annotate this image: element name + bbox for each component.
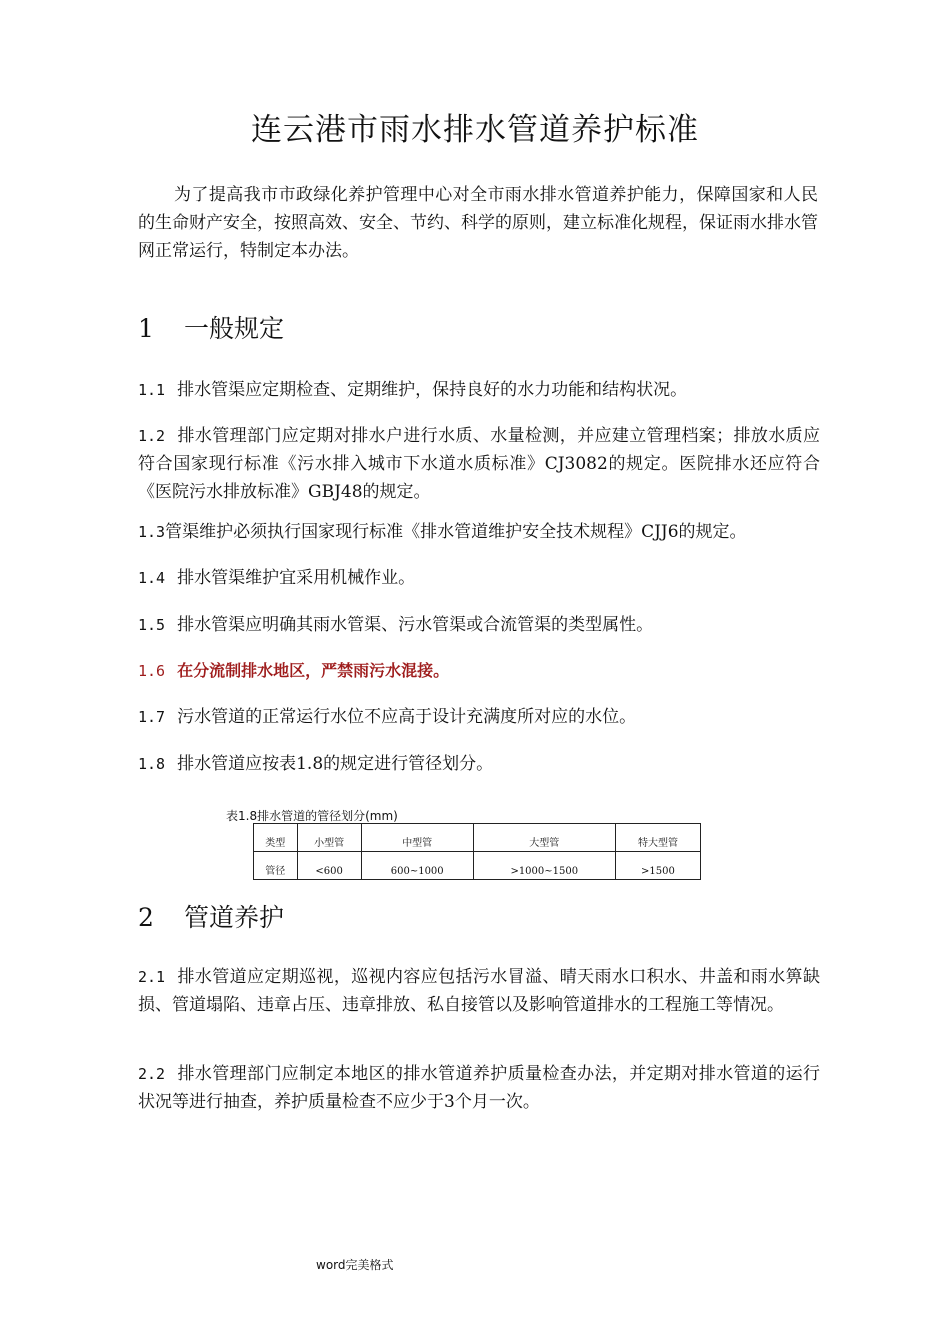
table-cell: 大型管 (473, 824, 615, 852)
clause-text: 排水管道应定期巡视，巡视内容应包括污水冒溢、晴天雨水口积水、井盖和雨水箅缺损、管道塌陷、违章占压、违章排放、私自接管以及影响管道排水的工程施工等情况。 (138, 967, 820, 1015)
clause-number: 1.2 (138, 427, 166, 445)
table-cell: 类型 (254, 824, 298, 852)
clause-number: 1.7 (138, 708, 166, 726)
clause-1-6 (138, 657, 820, 685)
table-cell: 特大型管 (615, 824, 700, 852)
clause-1-4 (138, 564, 820, 592)
table-cell: 小型管 (297, 824, 361, 852)
section-1-number: 1 (138, 314, 154, 343)
clause-2-2 (138, 1060, 820, 1116)
clause-1-8 (138, 750, 820, 778)
table-header-row (254, 824, 701, 852)
table-caption: 表1.8排水管道的管径划分(mm) (226, 809, 398, 823)
table-cell: >1500 (615, 852, 700, 880)
clause-number: 1.6 (138, 662, 166, 680)
clause-number: 1.3 (138, 523, 166, 541)
section-2-number: 2 (138, 903, 154, 932)
clause-number: 2.1 (138, 968, 166, 986)
clause-2-1 (138, 963, 820, 1019)
section-1-title: 一般规定 (184, 314, 285, 343)
clause-text: 排水管渠维护宜采用机械作业。 (177, 568, 416, 588)
clause-number: 2.2 (138, 1065, 166, 1083)
table-cell: <600 (297, 852, 361, 880)
table-cell: 600~1000 (361, 852, 473, 880)
clause-1-5 (138, 611, 820, 639)
section-2-title: 管道养护 (184, 903, 285, 932)
section-2-heading (138, 898, 284, 934)
clause-number: 1.1 (138, 381, 166, 399)
clause-text: 污水管道的正常运行水位不应高于设计充满度所对应的水位。 (177, 707, 637, 727)
clause-1-7 (138, 703, 820, 731)
clause-text: 管渠维护必须执行国家现行标准《排水管道维护安全技术规程》CJJ6的规定。 (165, 522, 747, 542)
clause-1-3 (138, 518, 820, 546)
table-cell: 中型管 (361, 824, 473, 852)
clause-text: 排水管道应按表1.8的规定进行管径划分。 (177, 754, 494, 774)
document-title: 连云港市雨水排水管道养护标准 (251, 112, 699, 148)
clause-number: 1.5 (138, 616, 166, 634)
intro-paragraph: 为了提高我市市政绿化养护管理中心对全市雨水排水管道养护能力，保障国家和人民的生命财产安全，按照高效、安全、节约、科学的原则，建立标准化规程，保证雨水排水管网正常运行，特制定本办法。 (138, 185, 818, 261)
clause-text: 排水管理部门应定期对排水户进行水质、水量检测，并应建立管理档案；排放水质应符合国家现行标准《污水排入城市下水道水质标准》CJ3082的规定。医院排水还应符合《医院污水排放标准》GBJ48的规定。 (138, 426, 820, 502)
clause-text: 排水管渠应明确其雨水管渠、污水管渠或合流管渠的类型属性。 (177, 615, 654, 635)
clause-text-highlighted: 在分流制排水地区，严禁雨污水混接。 (177, 661, 450, 680)
clause-number: 1.4 (138, 569, 166, 587)
clause-1-1 (138, 376, 820, 404)
clause-text: 排水管渠应定期检查、定期维护，保持良好的水力功能和结构状况。 (177, 380, 688, 400)
clause-1-2 (138, 422, 820, 506)
table-row (254, 852, 701, 880)
clause-text: 排水管理部门应制定本地区的排水管道养护质量检查办法，并定期对排水管道的运行状况等进行抽查，养护质量检查不应少于3个月一次。 (138, 1064, 820, 1112)
footer-watermark-text: word完美格式 (316, 1258, 394, 1272)
pipe-diameter-table (253, 823, 701, 880)
clause-number: 1.8 (138, 755, 166, 773)
table-cell: 管径 (254, 852, 298, 880)
table-cell: >1000~1500 (473, 852, 615, 880)
section-1-heading (138, 309, 284, 345)
